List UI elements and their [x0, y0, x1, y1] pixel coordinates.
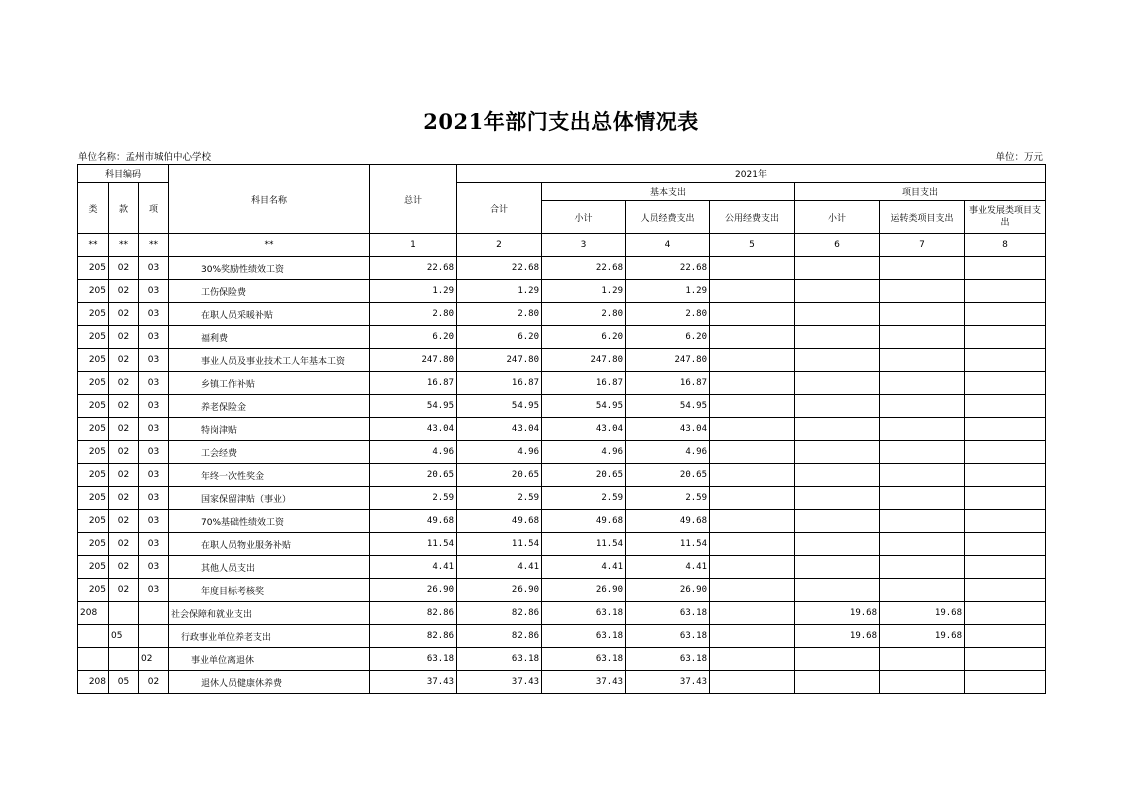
personnel-cell: 26.90: [626, 579, 710, 602]
table-row: [78, 556, 1046, 579]
basic_sub-cell: 6.20: [542, 326, 626, 349]
operation-cell: [880, 326, 965, 349]
development-cell: [965, 556, 1046, 579]
xiang-cell: 03: [139, 487, 169, 510]
table-row: [78, 257, 1046, 280]
sum-cell: 49.68: [457, 510, 542, 533]
kuan-cell: 02: [109, 349, 139, 372]
project_sub-cell: [795, 533, 880, 556]
column-index-cell: 7: [880, 234, 965, 257]
development-cell: [965, 303, 1046, 326]
xiang-cell: 03: [139, 280, 169, 303]
project_sub-cell: [795, 556, 880, 579]
operation-cell: [880, 257, 965, 280]
xiang-cell: 03: [139, 349, 169, 372]
column-index-cell: 8: [965, 234, 1046, 257]
lei-cell: 205: [78, 441, 109, 464]
xiang-cell: 03: [139, 418, 169, 441]
table-row: [78, 510, 1046, 533]
sum-cell: 4.96: [457, 441, 542, 464]
project_sub-cell: [795, 487, 880, 510]
basic-expenditure-header: 基本支出: [542, 183, 795, 201]
table-row: [78, 395, 1046, 418]
basic_sub-cell: 43.04: [542, 418, 626, 441]
table-row: [78, 441, 1046, 464]
operation-cell: [880, 441, 965, 464]
operation-cell: [880, 579, 965, 602]
public-cell: [710, 487, 795, 510]
table-row: [78, 418, 1046, 441]
personnel-cell: 37.43: [626, 671, 710, 694]
lei-cell: 205: [78, 533, 109, 556]
sum-header: 合计: [457, 183, 542, 234]
column-index-cell: **: [169, 234, 370, 257]
project_sub-cell: [795, 372, 880, 395]
xiang-cell: 03: [139, 556, 169, 579]
public-cell: [710, 280, 795, 303]
public-cell: [710, 671, 795, 694]
project_sub-cell: [795, 257, 880, 280]
table-row: [78, 303, 1046, 326]
personnel-cell: 20.65: [626, 464, 710, 487]
basic_sub-cell: 20.65: [542, 464, 626, 487]
development-cell: [965, 280, 1046, 303]
total-cell: 82.86: [370, 625, 457, 648]
project_sub-cell: [795, 326, 880, 349]
sum-cell: 2.80: [457, 303, 542, 326]
xiang-cell: [139, 602, 169, 625]
sum-cell: 82.86: [457, 625, 542, 648]
basic_sub-cell: 11.54: [542, 533, 626, 556]
lei-cell: 208: [78, 602, 109, 625]
lei-cell: 205: [78, 556, 109, 579]
project_sub-cell: [795, 671, 880, 694]
total-cell: 63.18: [370, 648, 457, 671]
total-cell: 22.68: [370, 257, 457, 280]
development-cell: [965, 625, 1046, 648]
public-cell: [710, 625, 795, 648]
sum-cell: 54.95: [457, 395, 542, 418]
public-cell: [710, 326, 795, 349]
personnel-cell: 11.54: [626, 533, 710, 556]
table-row: [78, 602, 1046, 625]
lei-cell: 205: [78, 464, 109, 487]
sum-cell: 20.65: [457, 464, 542, 487]
operation-cell: 19.68: [880, 625, 965, 648]
operation-header: 运转类项目支出: [880, 201, 965, 234]
table-row: [78, 671, 1046, 694]
project_sub-cell: [795, 579, 880, 602]
kuan-cell: 05: [109, 671, 139, 694]
development-header: 事业发展类项目支出: [965, 201, 1046, 234]
operation-cell: [880, 510, 965, 533]
personnel-cell: 54.95: [626, 395, 710, 418]
personnel-cell: 2.59: [626, 487, 710, 510]
year-header: 2021年: [457, 165, 1046, 183]
lei-cell: 205: [78, 257, 109, 280]
lei-cell: 205: [78, 418, 109, 441]
development-cell: [965, 441, 1046, 464]
basic_sub-cell: 63.18: [542, 625, 626, 648]
development-cell: [965, 372, 1046, 395]
lei-cell: 205: [78, 349, 109, 372]
total-cell: 1.29: [370, 280, 457, 303]
xiang-cell: 03: [139, 533, 169, 556]
operation-cell: [880, 556, 965, 579]
operation-cell: [880, 372, 965, 395]
kuan-cell: 02: [109, 464, 139, 487]
total-cell: 247.80: [370, 349, 457, 372]
sum-cell: 6.20: [457, 326, 542, 349]
basic_sub-cell: 37.43: [542, 671, 626, 694]
operation-cell: [880, 648, 965, 671]
expenditure-table: [77, 164, 1046, 694]
operation-cell: [880, 533, 965, 556]
basic_sub-cell: 54.95: [542, 395, 626, 418]
basic_sub-cell: 63.18: [542, 602, 626, 625]
project-subtotal-header: 小计: [795, 201, 880, 234]
personnel-cell: 22.68: [626, 257, 710, 280]
public-cell: [710, 372, 795, 395]
kuan-cell: 02: [109, 257, 139, 280]
subject-name-cell: 社会保障和就业支出: [169, 602, 370, 625]
operation-cell: [880, 395, 965, 418]
basic_sub-cell: 4.96: [542, 441, 626, 464]
sum-cell: 247.80: [457, 349, 542, 372]
sum-cell: 2.59: [457, 487, 542, 510]
sum-cell: 43.04: [457, 418, 542, 441]
project_sub-cell: [795, 395, 880, 418]
table-row: [78, 464, 1046, 487]
kuan-cell: 05: [109, 625, 139, 648]
lei-cell: 205: [78, 579, 109, 602]
basic_sub-cell: 2.80: [542, 303, 626, 326]
public-cell: [710, 303, 795, 326]
subject-name-cell: 养老保险金: [169, 395, 370, 418]
development-cell: [965, 533, 1046, 556]
personnel-cell: 4.96: [626, 441, 710, 464]
xiang-cell: 03: [139, 303, 169, 326]
kuan-cell: 02: [109, 326, 139, 349]
personnel-cell: 6.20: [626, 326, 710, 349]
subject-name-cell: 事业人员及事业技术工人年基本工资: [169, 349, 370, 372]
kuan-cell: 02: [109, 533, 139, 556]
xiang-cell: 03: [139, 395, 169, 418]
column-index-cell: **: [78, 234, 109, 257]
table-row: [78, 533, 1046, 556]
lei-cell: [78, 648, 109, 671]
subject-name-cell: 工会经费: [169, 441, 370, 464]
total-header: 总计: [370, 165, 457, 234]
subject-name-cell: 特岗津贴: [169, 418, 370, 441]
table-row: [78, 280, 1046, 303]
subject-name-cell: 在职人员采暖补贴: [169, 303, 370, 326]
table-row: [78, 648, 1046, 671]
column-index-cell: 5: [710, 234, 795, 257]
subject-name-cell: 在职人员物业服务补贴: [169, 533, 370, 556]
public-cell: [710, 510, 795, 533]
public-cell: [710, 602, 795, 625]
total-cell: 11.54: [370, 533, 457, 556]
personnel-cell: 63.18: [626, 648, 710, 671]
total-cell: 54.95: [370, 395, 457, 418]
subject-name-cell: 行政事业单位养老支出: [169, 625, 370, 648]
column-index-cell: **: [109, 234, 139, 257]
kuan-cell: [109, 602, 139, 625]
development-cell: [965, 671, 1046, 694]
kuan-cell: 02: [109, 579, 139, 602]
development-cell: [965, 579, 1046, 602]
kuan-cell: 02: [109, 395, 139, 418]
basic_sub-cell: 4.41: [542, 556, 626, 579]
kuan-header: 款: [109, 183, 139, 234]
operation-cell: 19.68: [880, 602, 965, 625]
basic_sub-cell: 49.68: [542, 510, 626, 533]
column-index-cell: 2: [457, 234, 542, 257]
column-index-cell: 3: [542, 234, 626, 257]
xiang-cell: 03: [139, 372, 169, 395]
development-cell: [965, 487, 1046, 510]
project_sub-cell: [795, 303, 880, 326]
subject-name-cell: 退休人员健康休养费: [169, 671, 370, 694]
personnel-cell: 2.80: [626, 303, 710, 326]
basic_sub-cell: 22.68: [542, 257, 626, 280]
public-cell: [710, 556, 795, 579]
total-cell: 43.04: [370, 418, 457, 441]
sum-cell: 82.86: [457, 602, 542, 625]
total-cell: 6.20: [370, 326, 457, 349]
project_sub-cell: 19.68: [795, 602, 880, 625]
total-cell: 4.96: [370, 441, 457, 464]
basic-subtotal-header: 小计: [542, 201, 626, 234]
operation-cell: [880, 671, 965, 694]
personnel-cell: 63.18: [626, 625, 710, 648]
operation-cell: [880, 487, 965, 510]
xiang-cell: 03: [139, 441, 169, 464]
personnel-cell: 16.87: [626, 372, 710, 395]
xiang-cell: 03: [139, 257, 169, 280]
development-cell: [965, 349, 1046, 372]
unit-name: 单位名称：孟州市城伯中心学校: [78, 152, 212, 163]
kuan-cell: 02: [109, 280, 139, 303]
personnel-cell: 247.80: [626, 349, 710, 372]
total-cell: 16.87: [370, 372, 457, 395]
development-cell: [965, 395, 1046, 418]
kuan-cell: 02: [109, 441, 139, 464]
public-cell: [710, 464, 795, 487]
project_sub-cell: 19.68: [795, 625, 880, 648]
table-row: [78, 326, 1046, 349]
subject-name-cell: 乡镇工作补贴: [169, 372, 370, 395]
operation-cell: [880, 280, 965, 303]
total-cell: 4.41: [370, 556, 457, 579]
basic_sub-cell: 1.29: [542, 280, 626, 303]
operation-cell: [880, 464, 965, 487]
sum-cell: 63.18: [457, 648, 542, 671]
currency-unit: 单位：万元: [995, 152, 1043, 163]
operation-cell: [880, 349, 965, 372]
sum-cell: 37.43: [457, 671, 542, 694]
development-cell: [965, 648, 1046, 671]
xiang-cell: 03: [139, 464, 169, 487]
development-cell: [965, 464, 1046, 487]
public-cell: [710, 648, 795, 671]
lei-cell: 205: [78, 372, 109, 395]
sum-cell: 22.68: [457, 257, 542, 280]
public-cell: [710, 441, 795, 464]
sum-cell: 11.54: [457, 533, 542, 556]
basic_sub-cell: 247.80: [542, 349, 626, 372]
project_sub-cell: [795, 441, 880, 464]
personnel-header: 人员经费支出: [626, 201, 710, 234]
development-cell: [965, 326, 1046, 349]
total-cell: 2.59: [370, 487, 457, 510]
page-title: 2021年部门支出总体情况表: [423, 109, 699, 134]
public-cell: [710, 533, 795, 556]
sum-cell: 4.41: [457, 556, 542, 579]
table-row: [78, 625, 1046, 648]
public-cell: [710, 395, 795, 418]
xiang-cell: 02: [139, 648, 169, 671]
project_sub-cell: [795, 648, 880, 671]
public-cell: [710, 418, 795, 441]
subject-name-cell: 福利费: [169, 326, 370, 349]
total-cell: 82.86: [370, 602, 457, 625]
kuan-cell: 02: [109, 418, 139, 441]
public-cell: [710, 579, 795, 602]
lei-cell: 205: [78, 303, 109, 326]
public-cell: [710, 257, 795, 280]
xiang-cell: [139, 625, 169, 648]
subject-name-cell: 工伤保险费: [169, 280, 370, 303]
personnel-cell: 43.04: [626, 418, 710, 441]
xiang-cell: 03: [139, 579, 169, 602]
subject-name-cell: 30%奖励性绩效工资: [169, 257, 370, 280]
lei-header: 类: [78, 183, 109, 234]
subject-name-cell: 70%基础性绩效工资: [169, 510, 370, 533]
lei-cell: 205: [78, 510, 109, 533]
sum-cell: 26.90: [457, 579, 542, 602]
column-index-cell: 4: [626, 234, 710, 257]
kuan-cell: 02: [109, 510, 139, 533]
table-row: [78, 372, 1046, 395]
total-cell: 2.80: [370, 303, 457, 326]
development-cell: [965, 602, 1046, 625]
lei-cell: 205: [78, 395, 109, 418]
basic_sub-cell: 63.18: [542, 648, 626, 671]
subject-code-header: 科目编码: [78, 165, 169, 183]
total-cell: 26.90: [370, 579, 457, 602]
column-index-cell: 1: [370, 234, 457, 257]
subject-name-header: 科目名称: [169, 165, 370, 234]
lei-cell: 205: [78, 487, 109, 510]
sum-cell: 16.87: [457, 372, 542, 395]
development-cell: [965, 510, 1046, 533]
project_sub-cell: [795, 349, 880, 372]
kuan-cell: 02: [109, 303, 139, 326]
table-row: [78, 487, 1046, 510]
operation-cell: [880, 303, 965, 326]
lei-cell: 205: [78, 280, 109, 303]
xiang-cell: 03: [139, 326, 169, 349]
subject-name-cell: 事业单位离退休: [169, 648, 370, 671]
basic_sub-cell: 16.87: [542, 372, 626, 395]
personnel-cell: 1.29: [626, 280, 710, 303]
sum-cell: 1.29: [457, 280, 542, 303]
xiang-cell: 03: [139, 510, 169, 533]
public-header: 公用经费支出: [710, 201, 795, 234]
basic_sub-cell: 26.90: [542, 579, 626, 602]
kuan-cell: 02: [109, 487, 139, 510]
basic_sub-cell: 2.59: [542, 487, 626, 510]
total-cell: 49.68: [370, 510, 457, 533]
xiang-cell: 02: [139, 671, 169, 694]
personnel-cell: 49.68: [626, 510, 710, 533]
subject-name-cell: 国家保留津贴（事业）: [169, 487, 370, 510]
development-cell: [965, 257, 1046, 280]
subject-name-cell: 年度目标考核奖: [169, 579, 370, 602]
kuan-cell: 02: [109, 556, 139, 579]
subject-name-cell: 其他人员支出: [169, 556, 370, 579]
kuan-cell: [109, 648, 139, 671]
total-cell: 37.43: [370, 671, 457, 694]
operation-cell: [880, 418, 965, 441]
project_sub-cell: [795, 464, 880, 487]
column-index-row: [78, 234, 1046, 257]
project_sub-cell: [795, 280, 880, 303]
column-index-cell: **: [139, 234, 169, 257]
kuan-cell: 02: [109, 372, 139, 395]
project_sub-cell: [795, 418, 880, 441]
project-expenditure-header: 项目支出: [795, 183, 1046, 201]
lei-cell: 205: [78, 326, 109, 349]
table-row: [78, 579, 1046, 602]
development-cell: [965, 418, 1046, 441]
project_sub-cell: [795, 510, 880, 533]
lei-cell: 208: [78, 671, 109, 694]
public-cell: [710, 349, 795, 372]
xiang-header: 项: [139, 183, 169, 234]
column-index-cell: 6: [795, 234, 880, 257]
personnel-cell: 4.41: [626, 556, 710, 579]
table-row: [78, 349, 1046, 372]
subject-name-cell: 年终一次性奖金: [169, 464, 370, 487]
personnel-cell: 63.18: [626, 602, 710, 625]
total-cell: 20.65: [370, 464, 457, 487]
lei-cell: [78, 625, 109, 648]
